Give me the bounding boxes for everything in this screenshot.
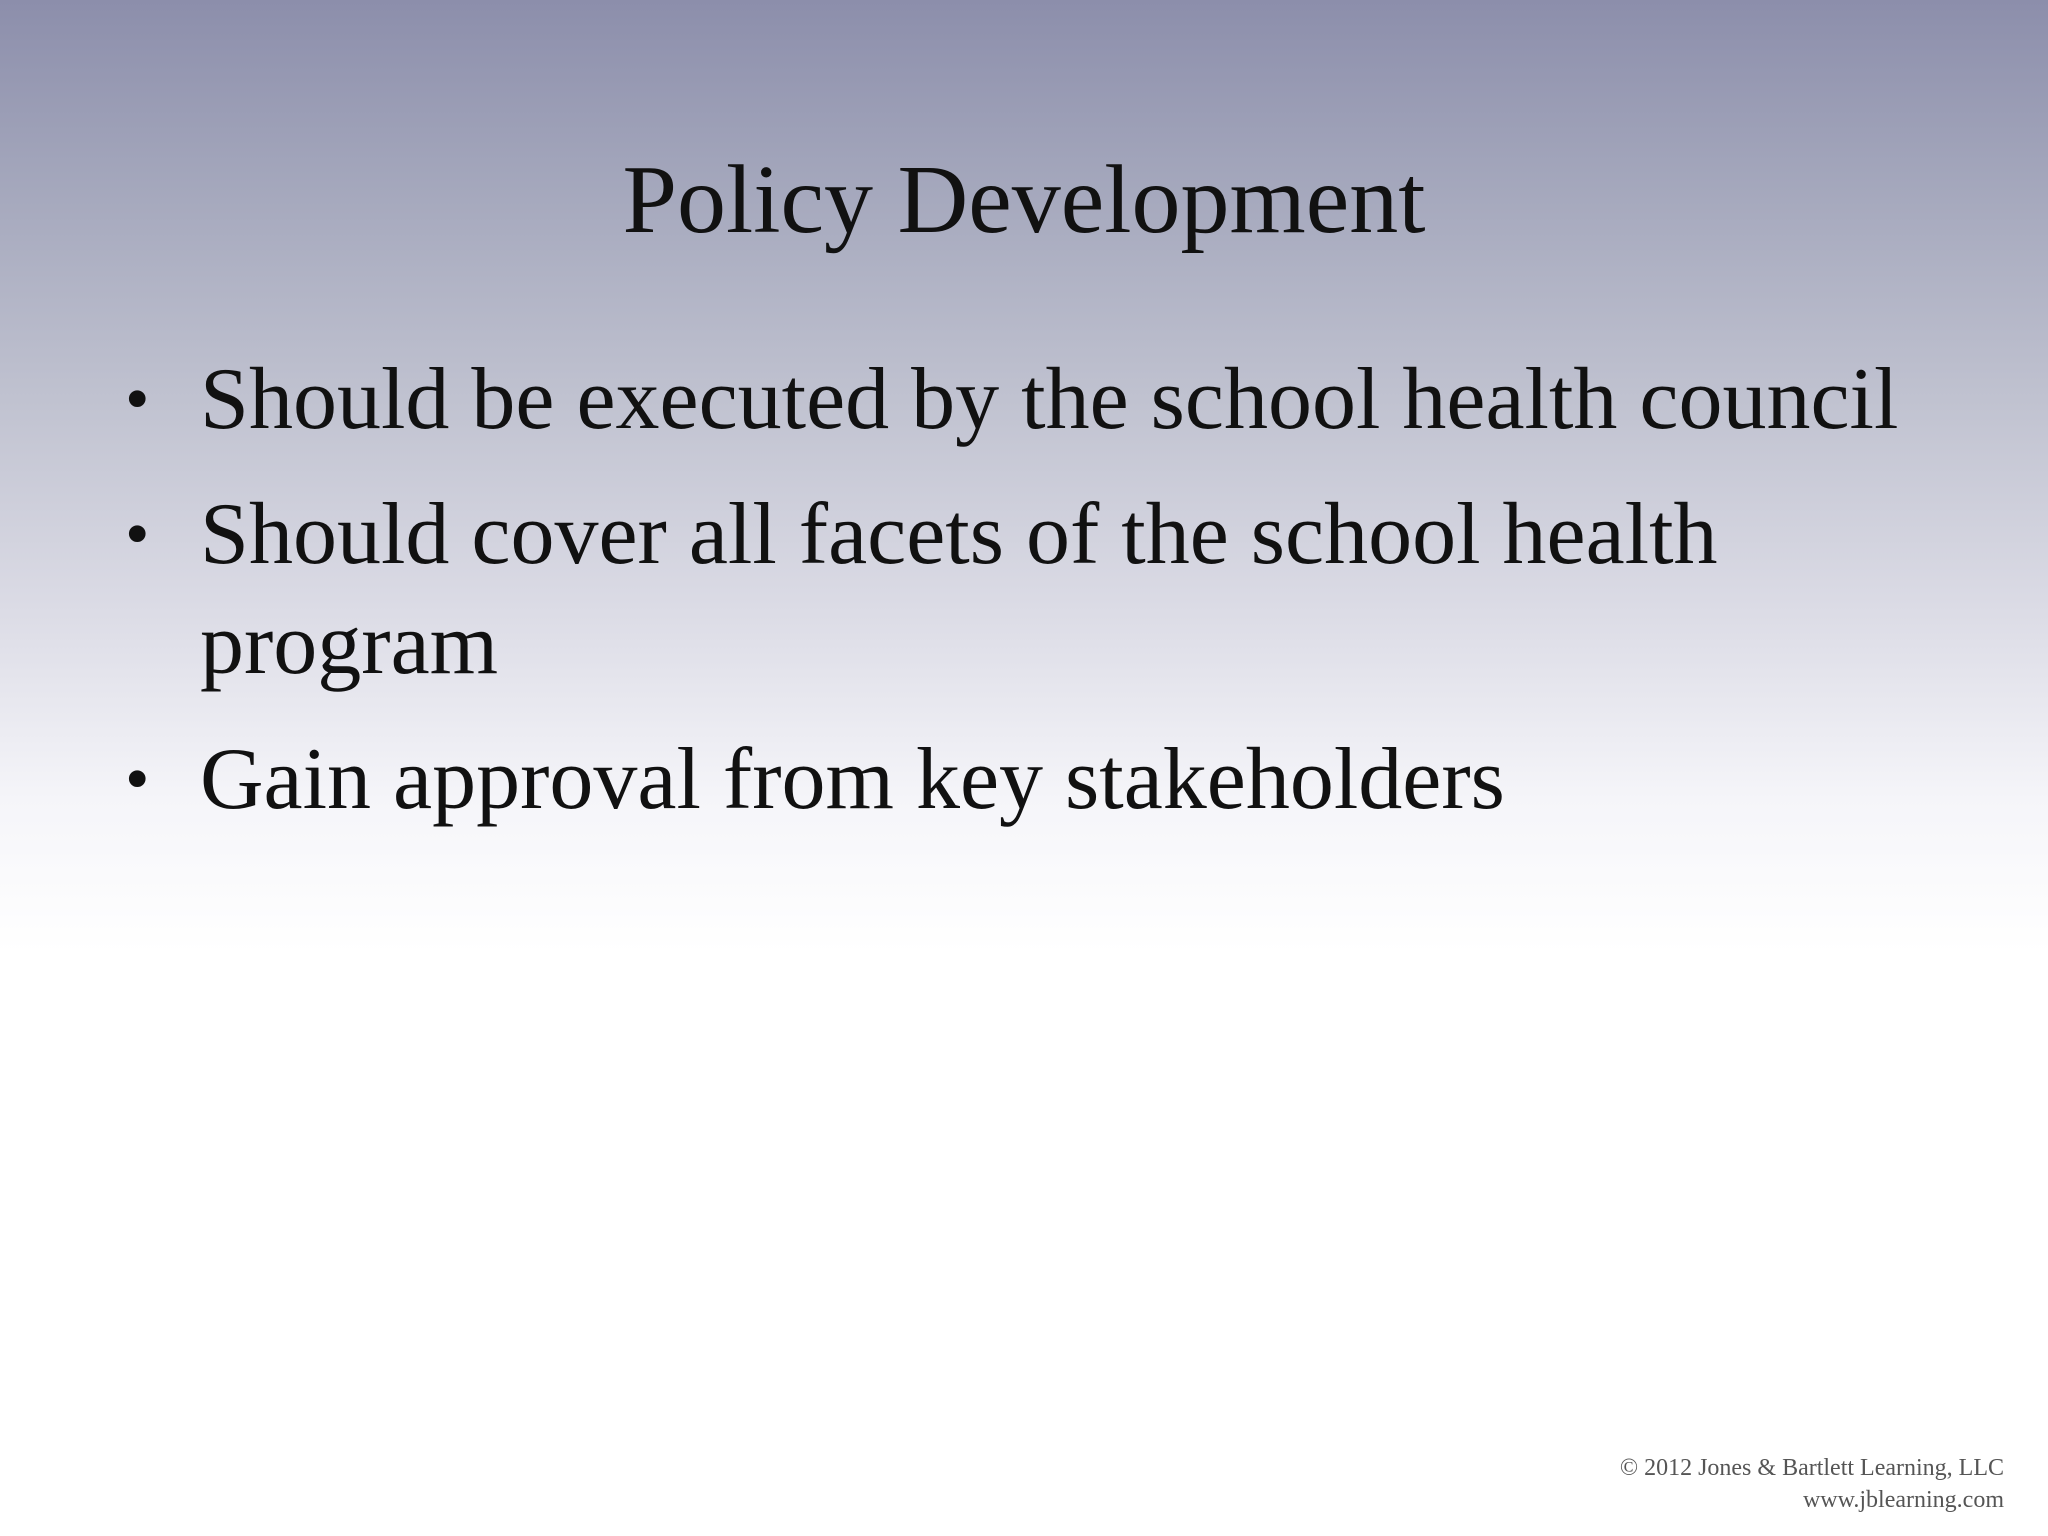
bullet-text: Should cover all facets of the school health program — [200, 486, 1718, 693]
bullet-marker: • — [125, 361, 150, 438]
bullet-item — [125, 480, 1925, 700]
bullet-item — [125, 345, 1925, 455]
bullet-list — [125, 345, 1925, 860]
bullet-text: Should be executed by the school health council — [200, 351, 1899, 448]
publisher-website: www.jblearning.com — [1802, 1487, 2004, 1513]
bullet-text: Gain approval from key stakeholders — [200, 731, 1505, 828]
bullet-marker: • — [125, 496, 150, 573]
copyright-notice: © 2012 Jones & Bartlett Learning, LLC — [1619, 1455, 2004, 1481]
slide-title: Policy Development — [622, 146, 1426, 254]
bullet-marker: • — [125, 741, 150, 818]
publisher-footer — [1620, 1452, 2004, 1516]
bullet-item — [125, 725, 1925, 835]
